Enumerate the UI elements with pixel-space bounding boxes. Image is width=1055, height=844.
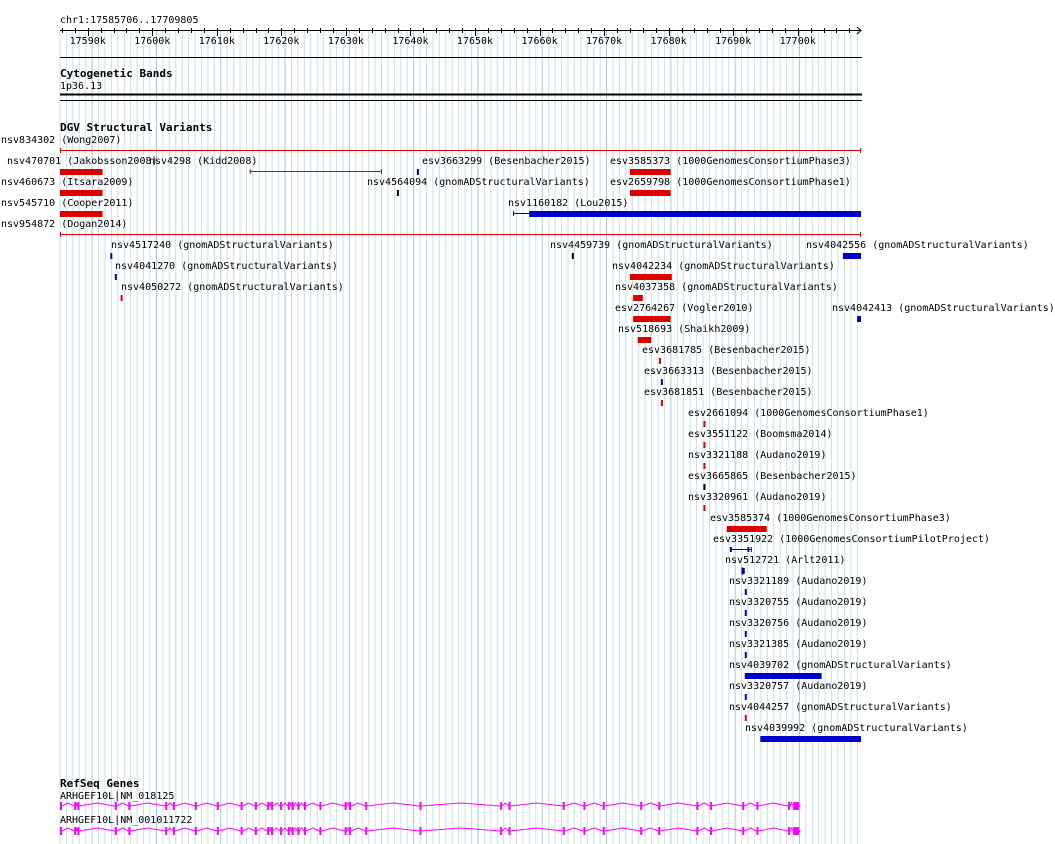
- variant-label[interactable]: nsv3321188 (Audano2019): [688, 450, 827, 461]
- variant-label[interactable]: nsv518693 (Shaikh2009): [618, 324, 751, 335]
- gene-exon[interactable]: [255, 802, 257, 810]
- gene-exon[interactable]: [345, 802, 347, 810]
- gene-exon[interactable]: [658, 827, 660, 835]
- gene-exon[interactable]: [195, 827, 197, 835]
- variant-label[interactable]: nsv4042413 (gnomADStructuralVariants): [832, 303, 1055, 314]
- cytoband-track-title: Cytogenetic Bands: [60, 67, 173, 80]
- gene-exon[interactable]: [271, 802, 273, 810]
- ruler-tick-label: 17650k: [456, 36, 494, 47]
- variant-label[interactable]: nsv4298 (Kidd2008): [149, 156, 258, 167]
- gene-exon[interactable]: [419, 827, 421, 835]
- gene-exon[interactable]: [74, 802, 76, 810]
- variant-label[interactable]: nsv3320757 (Audano2019): [729, 681, 868, 692]
- gene-exon[interactable]: [509, 802, 511, 810]
- variant-label[interactable]: nsv4037358 (gnomADStructuralVariants): [615, 282, 838, 293]
- variant-label[interactable]: esv3585373 (1000GenomesConsortiumPhase3): [610, 156, 851, 167]
- gene-exon[interactable]: [128, 827, 130, 835]
- ruler-tick-label: 17610k: [198, 36, 235, 47]
- variant-label[interactable]: nsv4050272 (gnomADStructuralVariants): [121, 282, 344, 293]
- gene-exon[interactable]: [60, 802, 62, 810]
- gene-exon[interactable]: [345, 827, 347, 835]
- gene-exon[interactable]: [756, 802, 758, 810]
- gene-exon[interactable]: [500, 827, 502, 835]
- variant-label[interactable]: esv3665865 (Besenbacher2015): [688, 471, 857, 482]
- gene-exon[interactable]: [267, 827, 269, 835]
- variant-label[interactable]: esv2661094 (1000GenomesConsortiumPhase1): [688, 408, 929, 419]
- variant-label[interactable]: nsv4459739 (gnomADStructuralVariants): [550, 240, 773, 251]
- ruler-tick-label: 17700k: [779, 36, 816, 47]
- gene-exon[interactable]: [788, 827, 790, 835]
- gene-exon[interactable]: [319, 827, 321, 835]
- gene-exon[interactable]: [563, 802, 565, 810]
- variant-label[interactable]: nsv3320756 (Audano2019): [729, 618, 868, 629]
- cytoband-label[interactable]: 1p36.13: [60, 81, 103, 92]
- refseq-track-title: RefSeq Genes: [60, 777, 140, 790]
- coordinate-readout: chr1:17585706..17709805: [60, 15, 199, 26]
- ruler-tick-label: 17620k: [263, 36, 300, 47]
- gene-exon[interactable]: [77, 802, 79, 810]
- gene-exon[interactable]: [292, 802, 294, 810]
- gene-exon[interactable]: [255, 827, 257, 835]
- gene-exon[interactable]: [788, 802, 790, 810]
- ruler-tick-label: 17640k: [392, 36, 429, 47]
- variant-label[interactable]: esv3585374 (1000GenomesConsortiumPhase3): [710, 513, 951, 524]
- gene-exon[interactable]: [115, 827, 117, 835]
- gene-exon[interactable]: [319, 802, 321, 810]
- gene-exon[interactable]: [288, 827, 290, 835]
- gene-exon[interactable]: [77, 827, 79, 835]
- ruler-tick-label: 17660k: [521, 36, 558, 47]
- gene-label[interactable]: ARHGEF10L|NM_018125: [60, 791, 175, 802]
- gene-exon[interactable]: [115, 802, 117, 810]
- variant-label[interactable]: nsv1160182 (Lou2015): [508, 198, 629, 209]
- variant-label[interactable]: nsv3321385 (Audano2019): [729, 639, 868, 650]
- variant-label[interactable]: nsv545710 (Cooper2011): [1, 198, 134, 209]
- gene-exon[interactable]: [640, 827, 642, 835]
- variant-label[interactable]: esv3681785 (Besenbacher2015): [642, 345, 811, 356]
- variant-label[interactable]: nsv470701 (Jakobsson2008): [7, 156, 158, 167]
- gene-exon[interactable]: [173, 802, 175, 810]
- variant-label[interactable]: esv3551122 (Boomsma2014): [688, 429, 833, 440]
- variant-label[interactable]: nsv4044257 (gnomADStructuralVariants): [729, 702, 952, 713]
- variant-label[interactable]: nsv954872 (Dogan2014): [1, 219, 128, 230]
- gene-exon[interactable]: [349, 802, 351, 810]
- gene-exon[interactable]: [304, 802, 306, 810]
- ruler-tick-label: 17630k: [327, 36, 364, 47]
- gene-exon[interactable]: [241, 802, 243, 810]
- ruler-tick-label: 17690k: [715, 36, 752, 47]
- variant-label[interactable]: nsv3320755 (Audano2019): [729, 597, 868, 608]
- variant-label[interactable]: esv3663313 (Besenbacher2015): [644, 366, 813, 377]
- variant-label[interactable]: esv2764267 (Vogler2010): [615, 303, 754, 314]
- ruler-tick-label: 17600k: [134, 36, 171, 47]
- gene-exon[interactable]: [297, 827, 299, 835]
- variant-label[interactable]: esv3681851 (Besenbacher2015): [644, 387, 813, 398]
- gene-exon[interactable]: [583, 802, 585, 810]
- gene-exon[interactable]: [195, 802, 197, 810]
- gene-exon[interactable]: [640, 802, 642, 810]
- variant-label[interactable]: esv3663299 (Besenbacher2015): [422, 156, 591, 167]
- variant-label[interactable]: nsv3321189 (Audano2019): [729, 576, 868, 587]
- gene-intron-line: [60, 803, 797, 806]
- gene-exon[interactable]: [241, 827, 243, 835]
- gene-exon[interactable]: [603, 802, 605, 810]
- variant-label[interactable]: nsv512721 (Arlt2011): [725, 555, 846, 566]
- gene-exon[interactable]: [710, 802, 712, 810]
- gene-exon[interactable]: [583, 827, 585, 835]
- variant-label[interactable]: nsv4042234 (gnomADStructuralVariants): [612, 261, 835, 272]
- gene-exon[interactable]: [304, 827, 306, 835]
- gene-exon[interactable]: [365, 827, 367, 835]
- gene-exon[interactable]: [696, 802, 698, 810]
- variant-label[interactable]: nsv3320961 (Audano2019): [688, 492, 827, 503]
- gene-intron-line: [60, 828, 797, 831]
- gene-exon[interactable]: [267, 802, 269, 810]
- gene-exon[interactable]: [128, 802, 130, 810]
- variant-label[interactable]: nsv834302 (Wong2007): [1, 135, 122, 146]
- variant-label[interactable]: esv2659798 (1000GenomesConsortiumPhase1): [610, 177, 851, 188]
- gene-exon[interactable]: [419, 802, 421, 810]
- gene-exon[interactable]: [292, 827, 294, 835]
- gene-exon[interactable]: [297, 802, 299, 810]
- gene-exon[interactable]: [603, 827, 605, 835]
- ruler-tick-label: 17670k: [586, 36, 623, 47]
- gene-exon[interactable]: [563, 827, 565, 835]
- ruler-tick-label: 17680k: [650, 36, 687, 47]
- gene-exon[interactable]: [742, 827, 744, 835]
- gene-exon[interactable]: [500, 802, 502, 810]
- variant-label[interactable]: nsv4041270 (gnomADStructuralVariants): [115, 261, 338, 272]
- gene-exon[interactable]: [696, 827, 698, 835]
- variant-label[interactable]: nsv4039702 (gnomADStructuralVariants): [729, 660, 952, 671]
- gene-exon[interactable]: [280, 827, 282, 835]
- gene-exon[interactable]: [349, 827, 351, 835]
- dgv-track-title: DGV Structural Variants: [60, 121, 213, 134]
- gene-exon[interactable]: [217, 827, 219, 835]
- gene-exon[interactable]: [288, 802, 290, 810]
- gene-exon[interactable]: [742, 802, 744, 810]
- gene-exon[interactable]: [74, 827, 76, 835]
- gene-label[interactable]: ARHGEF10L|NM_001011722: [60, 815, 193, 826]
- variant-label[interactable]: nsv4039992 (gnomADStructuralVariants): [745, 723, 968, 734]
- gene-exon[interactable]: [217, 802, 219, 810]
- variant-label[interactable]: nsv4042556 (gnomADStructuralVariants): [806, 240, 1029, 251]
- gene-exon[interactable]: [271, 827, 273, 835]
- gene-exon[interactable]: [280, 802, 282, 810]
- gene-exon[interactable]: [756, 827, 758, 835]
- gene-exon[interactable]: [165, 827, 167, 835]
- gene-exon[interactable]: [365, 802, 367, 810]
- gene-exon[interactable]: [509, 827, 511, 835]
- gene-exon[interactable]: [658, 802, 660, 810]
- gene-exon[interactable]: [710, 827, 712, 835]
- variant-label[interactable]: nsv4517240 (gnomADStructuralVariants): [111, 240, 334, 251]
- gene-exon[interactable]: [173, 827, 175, 835]
- variant-label[interactable]: nsv4564094 (gnomADStructuralVariants): [367, 177, 590, 188]
- gene-exon[interactable]: [165, 802, 167, 810]
- gene-exon[interactable]: [60, 827, 62, 835]
- variant-label[interactable]: esv3351922 (1000GenomesConsortiumPilotProject): [713, 534, 990, 545]
- ruler-tick-label: 17590k: [69, 36, 106, 47]
- variant-label[interactable]: nsv460673 (Itsara2009): [1, 177, 134, 188]
